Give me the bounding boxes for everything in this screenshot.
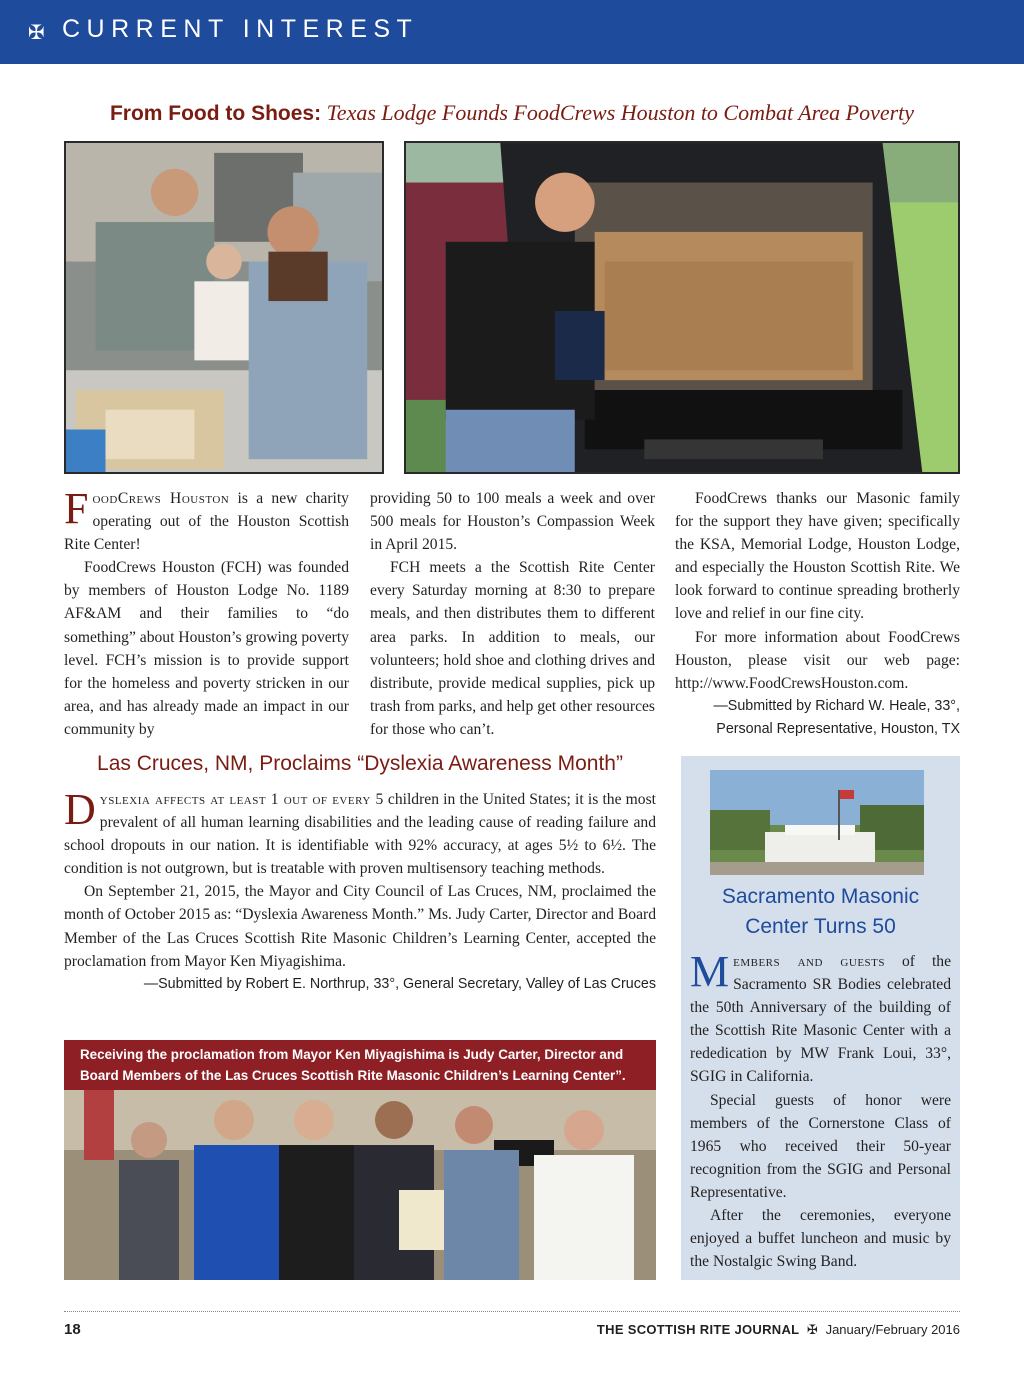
headline-lead: From Food to Shoes:	[109, 102, 322, 125]
cross-icon: ✠	[28, 20, 45, 44]
sacramento-heading	[681, 882, 960, 942]
submission-credit: —Submitted by Robert E. Northrup, 33°, General Secretary, Valley of Las Cruces	[143, 975, 656, 992]
sacramento-heading-line-2: Center Turns 50	[745, 915, 896, 938]
drop-cap: M	[690, 947, 730, 996]
section-title: CURRENT INTEREST	[62, 15, 419, 43]
sacramento-paragraph: After the ceremonies, everyone enjoyed a buffet luncheon and music by the Nostalgic Swing Band.	[690, 1207, 951, 1271]
paragraph-text: is a new charity operating out of the Houston Scottish Rite Center!	[64, 490, 349, 554]
sacramento-heading-line-1: Sacramento Masonic	[721, 885, 920, 908]
sacramento-article	[690, 947, 952, 1273]
headline-rest: Texas Lodge Founds FoodCrews Houston to Combat Area Poverty	[321, 100, 915, 125]
foodcrews-paragraph: FoodCrews Houston (FCH) was founded by members of Houston Lodge No. 1189 AF&AM and their families to “do something” about Houston’s growing poverty level. FCH’s mission is to provide support for the homeless and poverty stricken in our area, and has already made an impact in our community by	[64, 559, 349, 738]
dyslexia-article	[64, 785, 657, 996]
submission-credit: —Submitted by Richard W. Heale, 33°,	[713, 697, 960, 714]
sacramento-paragraph: Special guests of honor were members of the Cornerstone Class of 1965 who received their 50-year recognition from the SGIG and Personal Representative.	[690, 1091, 951, 1201]
dyslexia-heading: Las Cruces, NM, Proclaims “Dyslexia Awareness Month”	[97, 752, 623, 775]
section-header-bar	[0, 0, 1024, 64]
foodcrews-paragraph: FoodCrews thanks our Masonic family for the support they have given; specifically the KSA, Memorial Lodge, Houston Lodge, and especially the Houston Scottish Rite. We look forward to continue spreading brotherly love and relief in our fine city.	[675, 490, 960, 623]
lead-in: yslexia affects at least 1 out of every 5	[99, 791, 384, 808]
foodcrews-column-2	[370, 487, 655, 741]
sacramento-paragraph	[690, 947, 952, 1089]
footer-publication	[597, 1322, 960, 1338]
dyslexia-paragraph: On September 21, 2015, the Mayor and City Council of Las Cruces, NM, proclaimed the month of October 2015 as: “Dyslexia Awareness Month.” Ms. Judy Carter, Director and Board Member of the Las Cruces Scottish Rite Masonic Children’s Learning Center, accepted the proclamation from Mayor Ken Miyagishima.	[64, 883, 656, 970]
foodcrews-paragraph	[64, 484, 349, 556]
drop-cap: D	[64, 785, 96, 834]
submission-credit: Personal Representative, Houston, TX	[716, 720, 960, 737]
paragraph-text: of the Sacramento SR Bodies celebrated the 50th Anniversary of the building of the Scottish Rite Masonic Center with a rededication by MW Frank Loui, 33°, SGIG in California.	[690, 953, 952, 1086]
photo-proclamation-group	[64, 1090, 656, 1280]
photo-kitchen-volunteers	[64, 141, 384, 474]
sacramento-sidebar	[681, 756, 960, 1280]
lead-in: oodCrews Houston	[92, 490, 230, 507]
paragraph-text: children in the United States; it is the most prevalent of all human learning disabilities and the leading cause of reading failure and school dropouts in our nation. It is identifiable with 92% accuracy, at ages 5½ to 6½. The condition is not outgrown, but is treatable with proven multisensory teaching methods.	[64, 791, 657, 878]
foodcrews-paragraph: For more information about FoodCrews Houston, please visit our web page: http://www.FoodCrewsHouston.com.	[675, 628, 960, 692]
foodcrews-column-3	[675, 487, 960, 741]
cross-icon: ✠	[807, 1323, 818, 1338]
foodcrews-paragraph: providing 50 to 100 meals a week and over 500 meals for Houston’s Compassion Week in April 2015.	[370, 490, 655, 554]
page-number: 18	[64, 1321, 81, 1338]
footer-divider	[64, 1311, 960, 1312]
lead-in: embers and guests	[733, 953, 885, 970]
journal-name: THE SCOTTISH RITE JOURNAL	[596, 1322, 800, 1337]
photo-caption: Receiving the proclamation from Mayor Ken Miyagishima is Judy Carter, Director and Board Members of the Las Cruces Scottish Rite Masonic Children’s Learning Center”.	[64, 1040, 656, 1090]
article-headline	[0, 100, 1024, 126]
dyslexia-paragraph	[64, 785, 657, 880]
photo-masonic-center	[710, 770, 924, 875]
photo-suv-meals	[404, 141, 960, 474]
foodcrews-paragraph: FCH meets a the Scottish Rite Center every Saturday morning at 8:30 to prepare meals, and then distributes them to different area parks. In addition to meals, our volunteers; hold shoe and clothing drives and distribute, provide medical supplies, pick up trash from parks, and help get other resources for those who can’t.	[370, 559, 655, 738]
issue-date: January/February 2016	[825, 1322, 960, 1337]
drop-cap: F	[64, 484, 89, 533]
foodcrews-column-1	[64, 484, 349, 741]
